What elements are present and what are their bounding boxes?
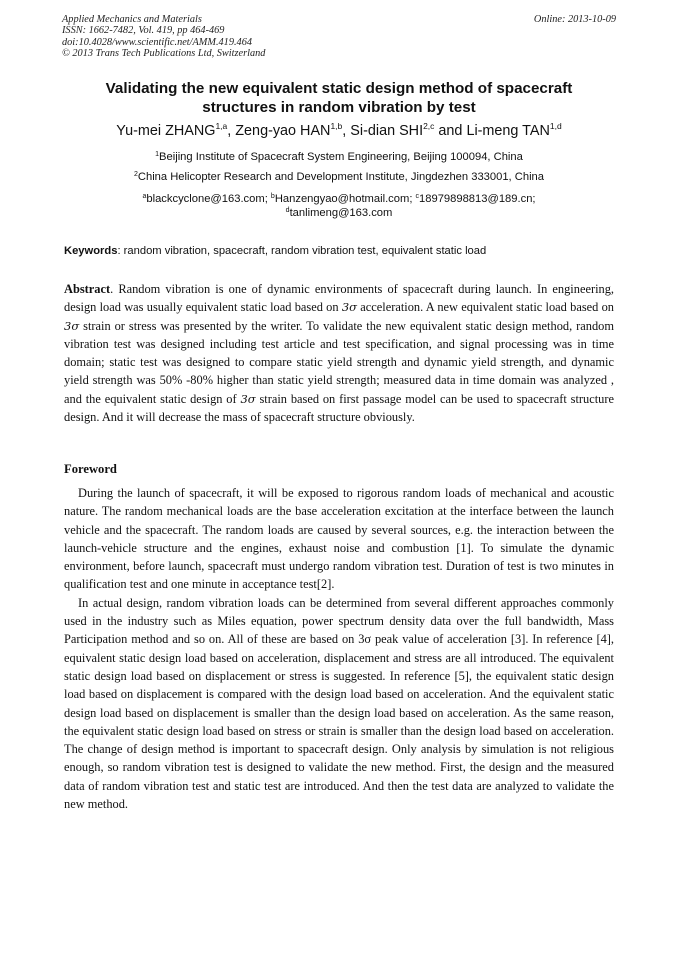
abstract-label: Abstract — [64, 282, 111, 296]
affiliation-text: Beijing Institute of Spacecraft System Engineering, Beijing 100094, China — [159, 151, 523, 163]
email-sup: a — [142, 193, 147, 200]
author-sup: 2,c — [423, 121, 435, 131]
sigma-symbol: 3σ — [240, 391, 256, 406]
author-separator: , — [342, 123, 351, 139]
abstract-text-2: acceleration. A new equivalent static load based on — [357, 300, 614, 315]
affiliation-text: China Helicopter Research and Development Institute, Jingdezhen 333001, China — [137, 171, 545, 183]
author-sup: 1,b — [330, 121, 343, 131]
abstract — [64, 280, 614, 426]
section-heading-foreword: Foreword — [64, 462, 117, 476]
author-emails — [40, 193, 638, 220]
email-sup: b — [270, 193, 275, 200]
journal-header — [62, 14, 616, 60]
abstract-text-3: strain or stress was presented by the writer. To validate the new equivalent static design method, random vibration test was designed including test article and test specification, and signal processing was in time domain; static test was designed to compare static yield strength and dynamic yield strength, and dynamic yield strength was 50% -80% higher than static yield strength; measured data in time domain was analyzed , and the equivalent static design of — [64, 318, 614, 406]
paper-title — [60, 80, 618, 117]
author-separator: , — [227, 123, 236, 139]
affiliation-sup: 2 — [133, 171, 138, 178]
email-c[interactable]: 18979898813@189.cn; — [419, 193, 536, 205]
keywords-text: : random vibration, spacecraft, random vibration test, equivalent static load — [117, 245, 487, 257]
affiliation-1 — [40, 150, 638, 164]
paper-title-line-2: structures in random vibration by test — [202, 98, 476, 116]
email-d[interactable]: tanlimeng@163.com — [289, 206, 393, 219]
author-name: Li-meng TAN — [466, 123, 550, 139]
foreword-body — [64, 484, 614, 813]
sigma-symbol: 3σ — [341, 300, 358, 315]
keywords — [64, 244, 618, 258]
issn-line: ISSN: 1662-7482, Vol. 419, pp 464-469 — [62, 25, 225, 37]
author-name: Si-dian SHI — [350, 123, 424, 139]
affiliation-sup: 1 — [155, 151, 160, 158]
copyright-line: © 2013 Trans Tech Publications Ltd, Switzerland — [62, 48, 266, 60]
author-name: Zeng-yao HAN — [235, 123, 331, 139]
online-date: Online: 2013-10-09 — [533, 14, 616, 25]
author-sup: 1,a — [215, 121, 228, 131]
journal-name: Applied Mechanics and Materials — [62, 14, 202, 25]
author-separator: and — [434, 123, 467, 139]
email-b[interactable]: Hanzengyao@hotmail.com; — [274, 193, 416, 205]
abstract-text-4: strain based on first passage model can be used to spacecraft structure design. And it will decrease the mass of spacecraft structure obviously. — [64, 391, 614, 425]
sigma-symbol: 3σ — [64, 318, 80, 333]
abstract-text-1: . Random vibration is one of dynamic environments of spacecraft during launch. In engineering, design load was usually equivalent static load based on — [64, 282, 614, 315]
author-name: Yu-mei ZHANG — [116, 123, 216, 139]
author-list — [40, 122, 638, 140]
paper-title-line-1: Validating the new equivalent static design method of spacecraft — [105, 80, 573, 97]
doi-line: doi:10.4028/www.scientific.net/AMM.419.464 — [62, 36, 252, 48]
email-a[interactable]: blackcyclone@163.com; — [146, 193, 271, 205]
author-sup: 1,d — [549, 121, 562, 131]
email-sup: c — [415, 193, 420, 200]
email-sup: d — [285, 206, 290, 214]
affiliation-2 — [40, 170, 638, 184]
foreword-paragraph-1: During the launch of spacecraft, it will be exposed to rigorous random loads of mechanical and acoustic nature. The random mechanical loads are the base acceleration excitation at the interface between the launch vehicle and the spacecraft. The random loads are caused by several sources, e.g. the interaction between the launch-vehicle structure and the engines, exhaust noise and combustion [1]. To simulate the dynamic environment, before launch, spacecraft must undergo random vibration test. Duration of test is two minutes in qualification test and one minute in acceptance test[2]. — [64, 486, 614, 592]
keywords-label: Keywords — [64, 245, 118, 257]
foreword-paragraph-2: In actual design, random vibration loads can be determined from several different approaches commonly used in the industry such as Miles equation, power spectrum density data over the full bandwidth, Mass Participation method and so on. All of these are based on 3σ peak value of acceleration [3]. In reference [4], equivalent static design load based on acceleration, displacement and stress are all introduced. The equivalent static design load based on displacement or stress is suggested. In reference [5], the equivalent static design load based on displacement is compared with the design load based on acceleration. And the equivalent static design load based on displacement is smaller than the design load based on acceleration. As the same reason, the equivalent static design load based on stress or strain is smaller than the design load based on acceleration. The change of design method is important to spacecraft design. Only analysis by simulation is not religious enough, so random vibration test is designed to validate the new method. First, the design and the measured data of random vibration test and static test are introduced. And then the test data are analyzed to validate the new method. — [64, 595, 614, 812]
